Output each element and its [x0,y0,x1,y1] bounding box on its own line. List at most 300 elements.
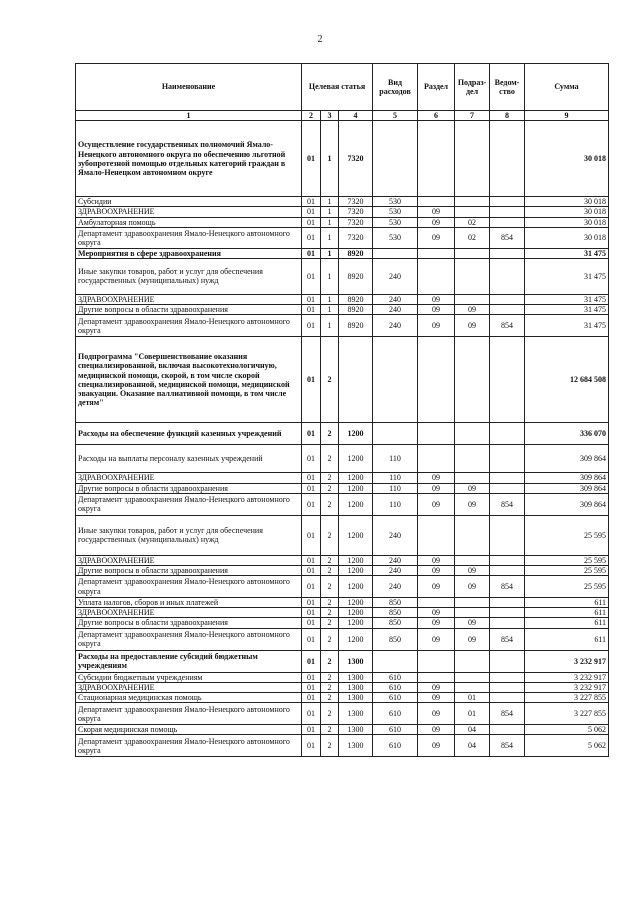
row-section [418,423,455,445]
row-direction-code: 1200 [339,565,373,575]
row-subprogram-code: 1 [321,227,339,248]
row-subsection: 09 [455,315,490,337]
table-row [76,735,609,757]
row-subprogram-code: 2 [321,598,339,608]
table-row [76,227,609,248]
row-section [418,197,455,207]
header-target-article: Целевая статья [302,64,373,111]
row-department: 854 [490,315,525,337]
row-section: 09 [418,473,455,483]
table-body [76,121,609,757]
row-direction-code: 1300 [339,693,373,703]
row-subsection [455,515,490,555]
row-subprogram-code: 1 [321,207,339,217]
column-number-row [76,111,609,121]
row-department [490,305,525,315]
table-row [76,672,609,682]
row-amount: 309 864 [525,483,609,493]
row-subsection: 02 [455,227,490,248]
table-row [76,650,609,672]
row-amount: 611 [525,608,609,618]
row-expense-type [373,423,418,445]
row-program-code: 01 [302,227,321,248]
row-program-code: 01 [302,217,321,227]
row-name: Иные закупки товаров, работ и услуг для обеспечения государственных (муниципальных) нужд [76,515,302,555]
column-number: 3 [321,111,339,121]
row-program-code: 01 [302,618,321,628]
header-department: Ведом-ство [490,64,525,111]
row-name: Субсидии бюджетным учреждениям [76,672,302,682]
row-program-code: 01 [302,305,321,315]
row-expense-type: 530 [373,197,418,207]
row-direction-code: 1300 [339,682,373,692]
budget-table [75,63,609,757]
row-direction-code: 1300 [339,672,373,682]
row-program-code: 01 [302,693,321,703]
column-number: 4 [339,111,373,121]
row-expense-type: 530 [373,207,418,217]
row-subprogram-code: 2 [321,483,339,493]
row-name: ЗДРАВООХРАНЕНИЕ [76,608,302,618]
row-section: 09 [418,227,455,248]
header-expense-type: Вид расходов [373,64,418,111]
row-name: Уплата налогов, сборов и иных платежей [76,598,302,608]
row-program-code: 01 [302,608,321,618]
row-expense-type [373,650,418,672]
row-subsection [455,598,490,608]
row-subsection [455,248,490,258]
row-department [490,515,525,555]
row-name: Другие вопросы в области здравоохранения [76,305,302,315]
table-row [76,305,609,315]
row-expense-type: 240 [373,294,418,304]
row-subsection: 09 [455,493,490,515]
row-section: 09 [418,555,455,565]
row-program-code: 01 [302,555,321,565]
row-program-code: 01 [302,315,321,337]
row-program-code: 01 [302,483,321,493]
row-amount: 3 232 917 [525,650,609,672]
row-expense-type: 610 [373,682,418,692]
row-subsection [455,555,490,565]
row-subprogram-code: 2 [321,725,339,735]
row-subprogram-code: 2 [321,693,339,703]
row-section [418,650,455,672]
row-name: Другие вопросы в области здравоохранения [76,565,302,575]
row-program-code: 01 [302,650,321,672]
row-department [490,725,525,735]
row-direction-code: 8920 [339,248,373,258]
row-name: Департамент здравоохранения Ямало-Ненецкого автономного округа [76,493,302,515]
table-row [76,608,609,618]
row-section [418,672,455,682]
row-direction-code: 1200 [339,618,373,628]
row-direction-code: 1300 [339,703,373,725]
row-section: 09 [418,315,455,337]
row-subsection [455,337,490,423]
row-subsection [455,682,490,692]
row-section [418,248,455,258]
row-amount: 611 [525,618,609,628]
table-row [76,197,609,207]
row-section: 09 [418,608,455,618]
row-program-code: 01 [302,423,321,445]
row-name: Расходы на выплаты персоналу казенных учреждений [76,445,302,473]
table-row [76,598,609,608]
row-subsection: 04 [455,735,490,757]
row-name: Другие вопросы в области здравоохранения [76,483,302,493]
row-direction-code: 1200 [339,608,373,618]
column-number: 6 [418,111,455,121]
row-amount: 30 018 [525,121,609,197]
row-amount: 25 595 [525,565,609,575]
row-section [418,598,455,608]
row-direction-code: 1200 [339,515,373,555]
row-section [418,121,455,197]
table-row [76,628,609,650]
row-expense-type [373,248,418,258]
row-subsection: 09 [455,305,490,315]
row-name: Мероприятия в сфере здравоохранения [76,248,302,258]
row-amount: 3 227 855 [525,703,609,725]
row-name: Осуществление государственных полномочий Ямало-Ненецкого автономного округа по обеспечению льготной зубопротезной помощью отдельных категорий граждан в Ямало-Ненецком автономном округе [76,121,302,197]
row-department [490,618,525,628]
row-name: Департамент здравоохранения Ямало-Ненецкого автономного округа [76,315,302,337]
row-department [490,337,525,423]
table-row [76,207,609,217]
row-subsection [455,294,490,304]
row-subsection: 09 [455,628,490,650]
row-amount: 611 [525,598,609,608]
table-row [76,483,609,493]
row-program-code: 01 [302,576,321,598]
table-row [76,493,609,515]
row-direction-code: 8920 [339,305,373,315]
row-expense-type: 850 [373,608,418,618]
row-department [490,682,525,692]
row-name: Департамент здравоохранения Ямало-Ненецкого автономного округа [76,628,302,650]
table-row [76,423,609,445]
row-subsection [455,121,490,197]
column-number: 5 [373,111,418,121]
row-program-code: 01 [302,337,321,423]
row-program-code: 01 [302,294,321,304]
row-section: 09 [418,207,455,217]
row-subsection: 09 [455,565,490,575]
row-program-code: 01 [302,493,321,515]
row-program-code: 01 [302,672,321,682]
row-subprogram-code: 2 [321,618,339,628]
row-expense-type: 610 [373,725,418,735]
table-row [76,445,609,473]
row-department [490,248,525,258]
row-subprogram-code: 1 [321,258,339,294]
row-subsection [455,672,490,682]
column-number: 8 [490,111,525,121]
row-direction-code: 1200 [339,576,373,598]
row-expense-type: 610 [373,703,418,725]
row-name: ЗДРАВООХРАНЕНИЕ [76,294,302,304]
row-department [490,672,525,682]
row-expense-type: 610 [373,735,418,757]
row-subsection [455,207,490,217]
row-section: 09 [418,483,455,493]
row-amount: 25 595 [525,576,609,598]
table-row [76,294,609,304]
row-direction-code: 1200 [339,493,373,515]
row-subprogram-code: 2 [321,703,339,725]
row-program-code: 01 [302,473,321,483]
row-amount: 309 864 [525,445,609,473]
row-subprogram-code: 2 [321,493,339,515]
row-subprogram-code: 2 [321,337,339,423]
row-expense-type: 850 [373,598,418,608]
row-direction-code: 8920 [339,258,373,294]
row-name: Подпрограмма "Совершенствование оказания специализированной, включая высокотехнологичную, медицинской помощи, скорой, в том числе скорой специализированной, медицинской помощи, медицинской эвакуации. Оказание паллиативной помощи, в том числе детям" [76,337,302,423]
table-row [76,725,609,735]
table-row [76,703,609,725]
row-direction-code: 7320 [339,227,373,248]
row-department [490,258,525,294]
row-program-code: 01 [302,682,321,692]
row-amount: 30 018 [525,197,609,207]
row-direction-code: 1200 [339,423,373,445]
row-section: 09 [418,703,455,725]
row-amount: 25 595 [525,555,609,565]
row-department: 854 [490,735,525,757]
row-expense-type: 610 [373,693,418,703]
row-department [490,555,525,565]
row-program-code: 01 [302,197,321,207]
header-name: Наименование [76,64,302,111]
row-program-code: 01 [302,207,321,217]
row-subsection [455,445,490,473]
row-subsection [455,473,490,483]
row-name: Расходы на предоставление субсидий бюджетным учреждениям [76,650,302,672]
row-expense-type: 240 [373,305,418,315]
row-department [490,483,525,493]
row-name: Департамент здравоохранения Ямало-Ненецкого автономного округа [76,735,302,757]
row-department [490,207,525,217]
column-number: 9 [525,111,609,121]
row-section: 09 [418,618,455,628]
row-amount: 5 062 [525,735,609,757]
row-department [490,445,525,473]
row-department: 854 [490,493,525,515]
row-amount: 611 [525,628,609,650]
row-direction-code: 8920 [339,294,373,304]
row-direction-code: 1200 [339,628,373,650]
row-expense-type: 240 [373,565,418,575]
row-subsection [455,258,490,294]
row-expense-type [373,337,418,423]
row-expense-type: 240 [373,515,418,555]
row-department [490,423,525,445]
row-section [418,515,455,555]
row-subprogram-code: 1 [321,294,339,304]
row-department [490,565,525,575]
row-amount: 336 070 [525,423,609,445]
row-subprogram-code: 2 [321,672,339,682]
row-expense-type: 110 [373,493,418,515]
row-amount: 31 475 [525,258,609,294]
row-subprogram-code: 2 [321,565,339,575]
table-row [76,337,609,423]
row-program-code: 01 [302,628,321,650]
row-direction-code: 1200 [339,483,373,493]
table-row [76,315,609,337]
table-row [76,576,609,598]
row-section: 09 [418,576,455,598]
row-subprogram-code: 1 [321,305,339,315]
table-row [76,565,609,575]
row-program-code: 01 [302,735,321,757]
row-name: Скорая медицинская помощь [76,725,302,735]
row-subprogram-code: 2 [321,650,339,672]
row-program-code: 01 [302,121,321,197]
table-row [76,473,609,483]
row-name: ЗДРАВООХРАНЕНИЕ [76,555,302,565]
row-section: 09 [418,628,455,650]
row-section: 09 [418,305,455,315]
row-name: Субсидии [76,197,302,207]
row-department [490,598,525,608]
row-section: 09 [418,693,455,703]
row-section [418,337,455,423]
row-department [490,650,525,672]
row-amount: 3 232 917 [525,682,609,692]
row-section [418,445,455,473]
row-amount: 309 864 [525,493,609,515]
row-subsection [455,423,490,445]
table-row [76,248,609,258]
row-direction-code: 1300 [339,735,373,757]
row-amount: 309 864 [525,473,609,483]
row-expense-type: 850 [373,628,418,650]
row-subsection: 01 [455,693,490,703]
row-expense-type: 110 [373,483,418,493]
row-name: Другие вопросы в области здравоохранения [76,618,302,628]
row-direction-code: 1200 [339,473,373,483]
row-department: 854 [490,576,525,598]
header-row [76,64,609,111]
row-direction-code: 1200 [339,445,373,473]
row-program-code: 01 [302,565,321,575]
row-department: 854 [490,628,525,650]
row-subsection: 09 [455,483,490,493]
row-subprogram-code: 1 [321,197,339,207]
row-subsection: 09 [455,576,490,598]
row-direction-code: 7320 [339,197,373,207]
row-expense-type: 240 [373,576,418,598]
row-name: Стационарная медицинская помощь [76,693,302,703]
row-direction-code: 7320 [339,217,373,227]
row-name: Департамент здравоохранения Ямало-Ненецкого автономного округа [76,576,302,598]
row-direction-code: 7320 [339,207,373,217]
row-subprogram-code: 2 [321,682,339,692]
row-department [490,693,525,703]
row-name: Иные закупки товаров, работ и услуг для обеспечения государственных (муниципальных) нужд [76,258,302,294]
row-expense-type: 530 [373,217,418,227]
row-direction-code [339,337,373,423]
table-row [76,515,609,555]
row-expense-type: 240 [373,315,418,337]
row-subprogram-code: 2 [321,628,339,650]
row-direction-code: 8920 [339,315,373,337]
row-department: 854 [490,703,525,725]
table-row [76,682,609,692]
row-department [490,197,525,207]
row-program-code: 01 [302,248,321,258]
row-subprogram-code: 1 [321,217,339,227]
table-row [76,693,609,703]
row-department [490,121,525,197]
row-section: 09 [418,565,455,575]
row-amount: 31 475 [525,294,609,304]
row-amount: 30 018 [525,217,609,227]
row-section: 09 [418,493,455,515]
row-expense-type: 530 [373,227,418,248]
row-subsection [455,608,490,618]
table-row [76,217,609,227]
header-amount: Сумма [525,64,609,111]
row-subprogram-code: 2 [321,735,339,757]
row-expense-type: 610 [373,672,418,682]
row-program-code: 01 [302,258,321,294]
row-program-code: 01 [302,515,321,555]
row-expense-type: 110 [373,473,418,483]
table-row [76,258,609,294]
row-section [418,258,455,294]
row-name: Департамент здравоохранения Ямало-Ненецкого автономного округа [76,227,302,248]
row-expense-type: 110 [373,445,418,473]
row-name: ЗДРАВООХРАНЕНИЕ [76,682,302,692]
row-amount: 31 475 [525,315,609,337]
row-expense-type [373,121,418,197]
row-subprogram-code: 2 [321,555,339,565]
row-amount: 3 227 855 [525,693,609,703]
row-department: 854 [490,227,525,248]
row-amount: 31 475 [525,305,609,315]
row-direction-code: 1300 [339,650,373,672]
row-amount: 3 232 917 [525,672,609,682]
row-subprogram-code: 2 [321,608,339,618]
column-number: 1 [76,111,302,121]
row-name: ЗДРАВООХРАНЕНИЕ [76,473,302,483]
row-department [490,608,525,618]
row-direction-code: 1200 [339,598,373,608]
row-subprogram-code: 1 [321,121,339,197]
row-program-code: 01 [302,445,321,473]
row-amount: 30 018 [525,207,609,217]
row-name: Расходы на обеспечение функций казенных учреждений [76,423,302,445]
row-section: 09 [418,217,455,227]
row-amount: 25 595 [525,515,609,555]
row-subprogram-code: 1 [321,248,339,258]
row-subprogram-code: 2 [321,515,339,555]
row-amount: 5 062 [525,725,609,735]
row-program-code: 01 [302,598,321,608]
row-direction-code: 1200 [339,555,373,565]
table-row [76,555,609,565]
row-subprogram-code: 2 [321,445,339,473]
row-subsection [455,197,490,207]
row-section: 09 [418,294,455,304]
row-section: 09 [418,725,455,735]
row-subprogram-code: 2 [321,473,339,483]
row-subprogram-code: 2 [321,423,339,445]
column-number: 7 [455,111,490,121]
